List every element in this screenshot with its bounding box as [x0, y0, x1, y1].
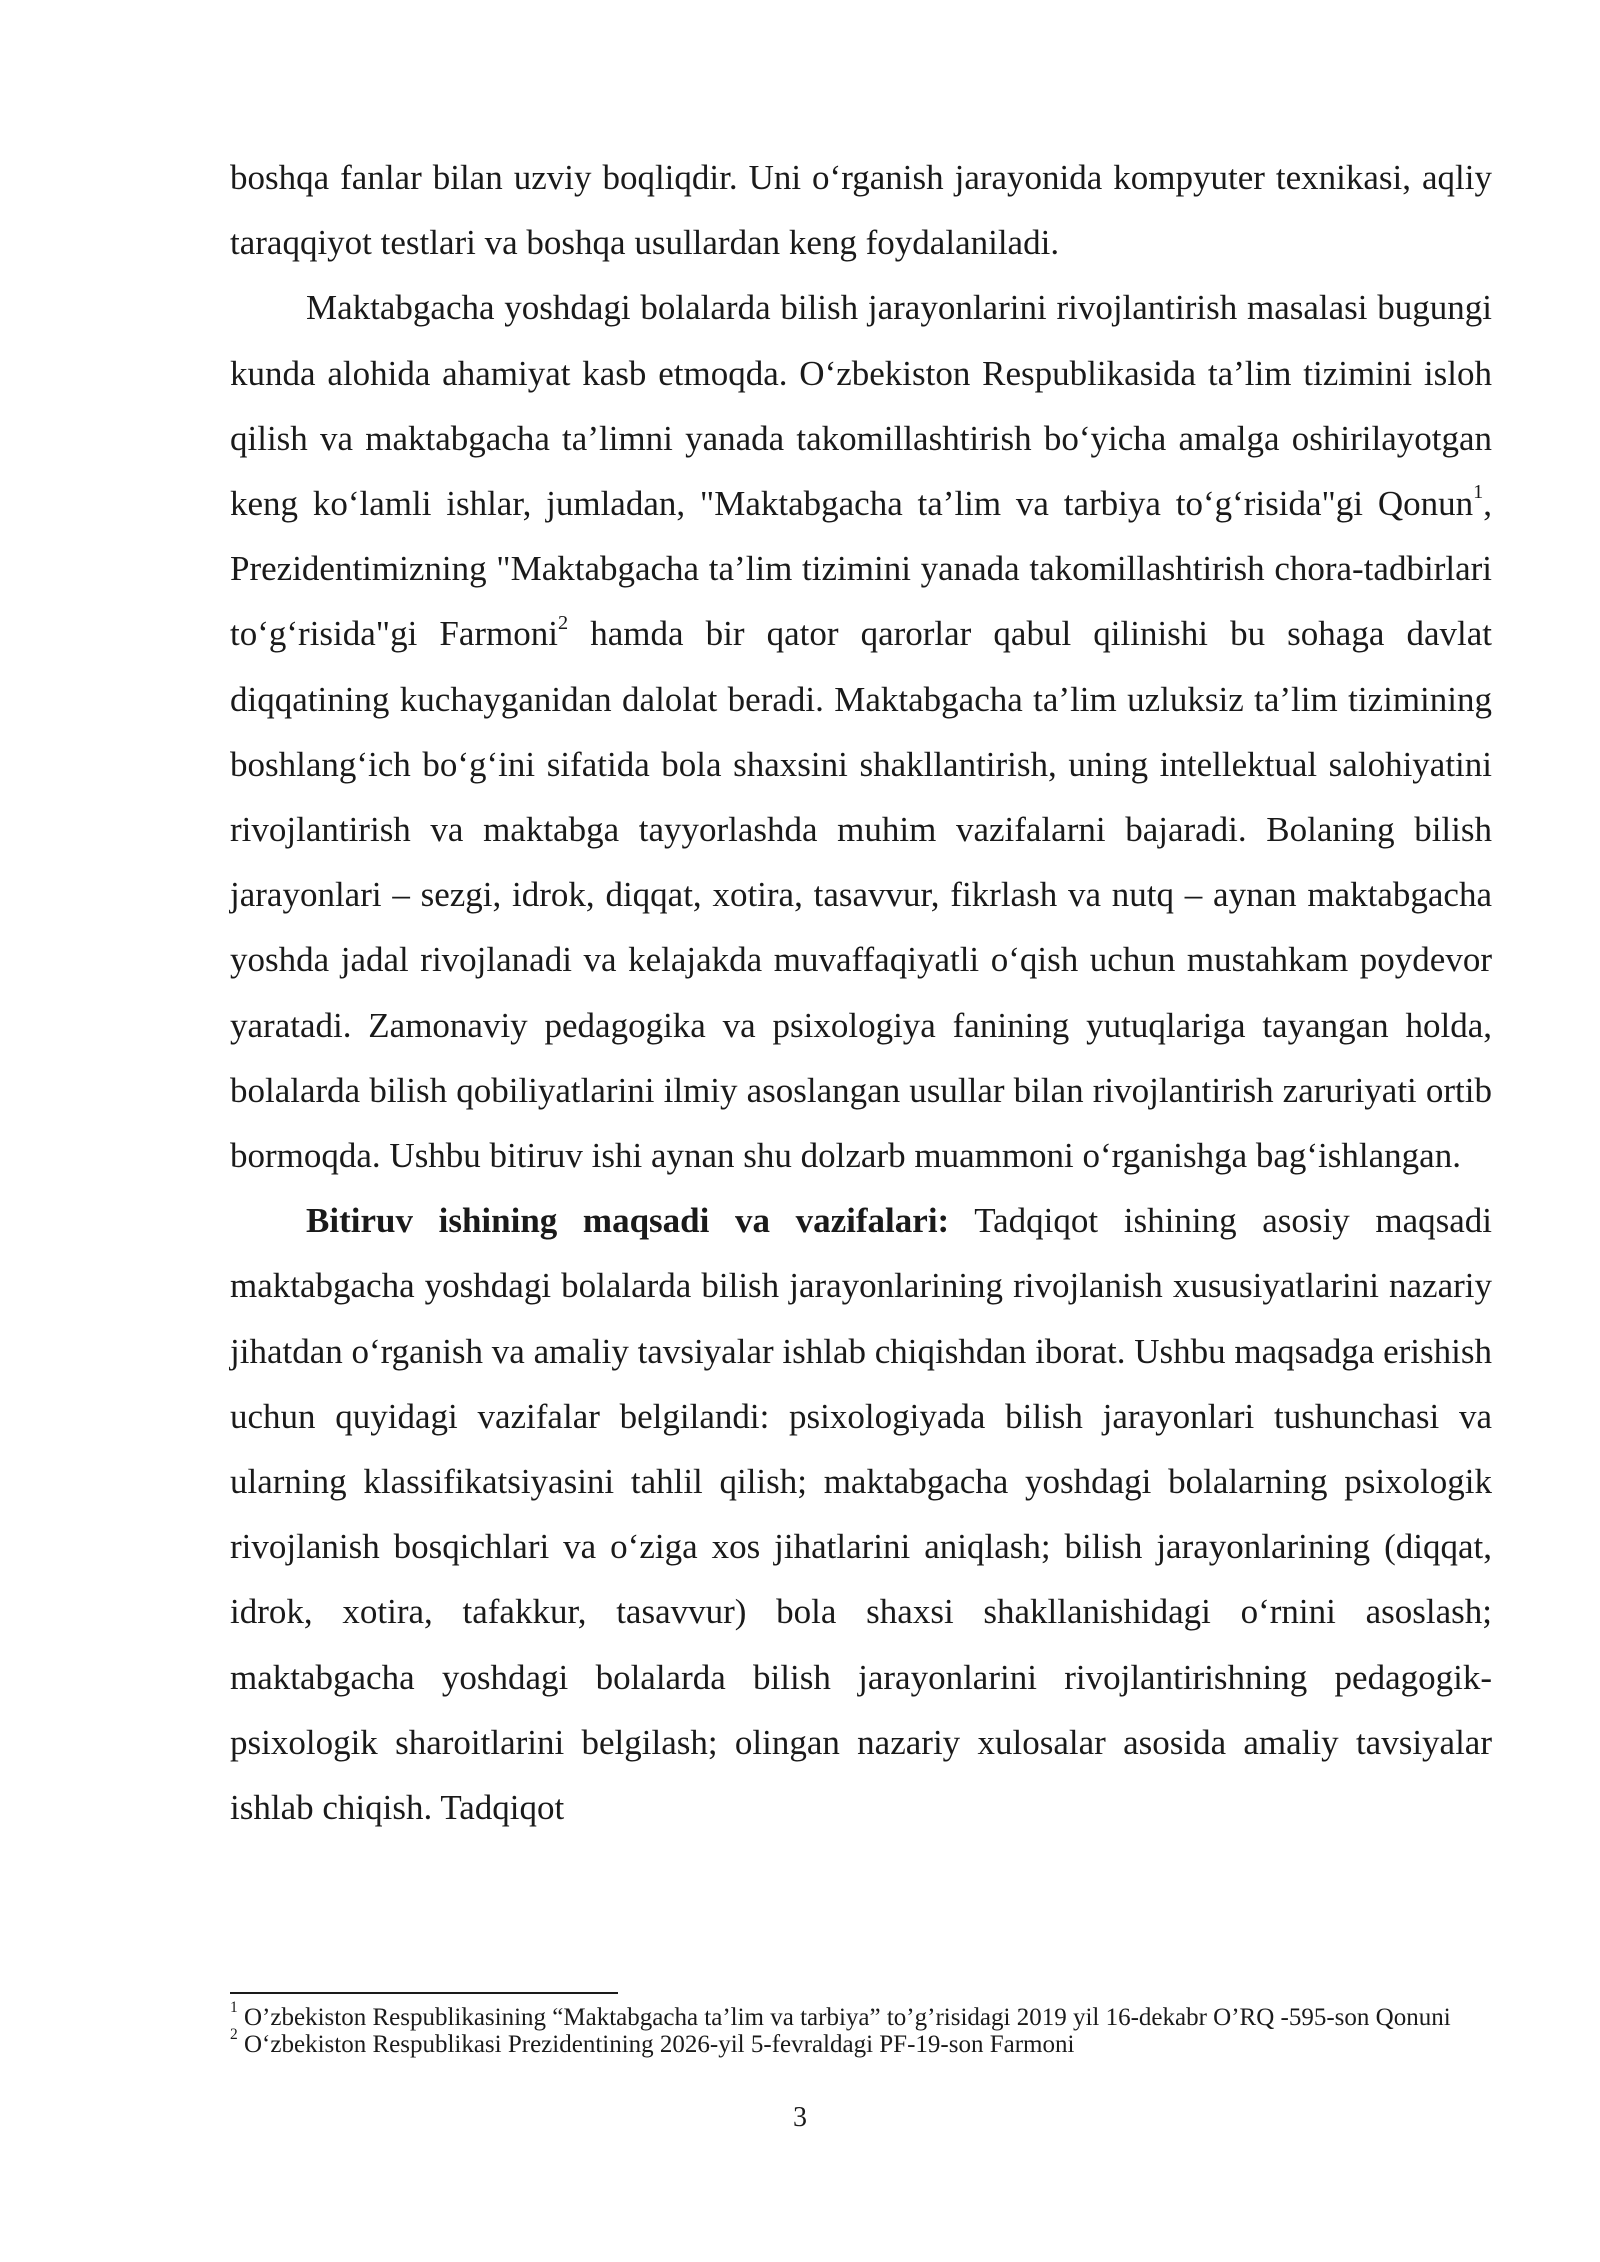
body-text [230, 145, 1492, 1840]
paragraph-text: hamda bir qator qarorlar qabul qilinishi bu sohaga davlat diqqatining kuchayganidan dalolat beradi. Maktabgacha ta’lim uzluksiz ta’lim tizimining boshlang‘ich bo‘g‘ini sifatida bola shaxsini shakllantirish, uning intellektual salohiyatini rivojlantirish va maktabga tayyorlashda muhim vazifalarni bajaradi. Bolaning bilish jarayonlari – sezgi, idrok, diqqat, xotira, tasavvur, fikrlash va nutq – aynan maktabgacha yoshda jadal rivojlanadi va kelajakda muvaffaqiyatli o‘qish uchun mustahkam poydevor yaratadi. Zamonaviy pedagogika va psixologiya fanining yutuqlariga tayangan holda, bolalarda bilish qobiliyatlarini ilmiy asoslangan usullar bilan rivojlantirish zaruriyati ortib bormoqda. Ushbu bitiruv ishi aynan shu dolzarb muammoni o‘rganishga bag‘ishlangan. [230, 614, 1492, 1176]
footnote-ref-2[interactable]: 2 [558, 611, 569, 634]
footnote-ref-1[interactable]: 1 [1473, 481, 1484, 504]
footnote-text: O’zbekiston Respublikasining “Maktabgacha ta’lim va tarbiya” to’g’risidagi 2019 yil 16-dekabr O’RQ -595-son Qonuni [237, 2004, 1451, 2031]
footnote-separator [230, 1992, 618, 1994]
paragraph-text: , Prezidentimizning "Maktabgacha ta’lim tizimini yanada takomillashtirish chora-tadbirlari to‘g‘risida"gi Farmoni [230, 484, 1492, 654]
paragraph-introduction [230, 275, 1492, 1188]
footnote-mark: 1 [230, 1998, 238, 2016]
paragraph-text: Maktabgacha yoshdagi bolalarda bilish jarayonlarini rivojlantirish masalasi bugungi kunda alohida ahamiyat kasb etmoqda. O‘zbekiston Respublikasida ta’lim tizimini isloh qilish va maktabgacha ta’limni yanada takomillashtirish bo‘yicha amalga oshirilayotgan keng ko‘lamli ishlar, jumladan, "Maktabgacha ta’lim va tarbiya to‘g‘risida"gi Qonun [230, 288, 1492, 524]
page-number: 3 [793, 2102, 807, 2133]
footnotes [230, 1998, 1492, 2058]
footnote-text: O‘zbekiston Respublikasi Prezidentining 2026-yil 5-fevraldagi PF-19-son Farmoni [237, 2031, 1075, 2058]
paragraph-continuation: boshqa fanlar bilan uzviy boqliqdir. Uni o‘rganish jarayonida kompyuter texnikasi, aqliy taraqqiyot testlari va boshqa usullardan keng foydalaniladi. [230, 158, 1492, 263]
footnote-mark: 2 [230, 2025, 238, 2043]
paragraph-text: Tadqiqot ishining asosiy maqsadi maktabgacha yoshdagi bolalarda bilish jarayonlarining rivojlanish xususiyatlarini nazariy jihatdan o‘rganish va amaliy tavsiyalar ishlab chiqishdan iborat. Ushbu maqsadga erishish uchun quyidagi vazifalar belgilandi: psixologiyada bilish jarayonlari tushunchasi va ularning klassifikatsiyasini tahlil qilish; maktabgacha yoshdagi bolalarning psixologik rivojlanish bosqichlari va o‘ziga xos jihatlarini aniqlash; bilish jarayonlarining (diqqat, idrok, xotira, tafakkur, tasavvur) bola shaxsi shakllanishidagi o‘rnini asoslash; maktabgacha yoshdagi bolalarda bilish jarayonlarini rivojlantirishning pedagogik-psixologik sharoitlarini belgilash; olingan nazariy xulosalar asosida amaliy tavsiyalar ishlab chiqish. Tadqiqot [230, 1201, 1492, 1828]
footnote-2 [230, 2025, 1492, 2058]
paragraph-goals [230, 1188, 1492, 1840]
footnote-1 [230, 1998, 1492, 2031]
section-heading-inline: Bitiruv ishining maqsadi va vazifalari: [306, 1201, 950, 1241]
